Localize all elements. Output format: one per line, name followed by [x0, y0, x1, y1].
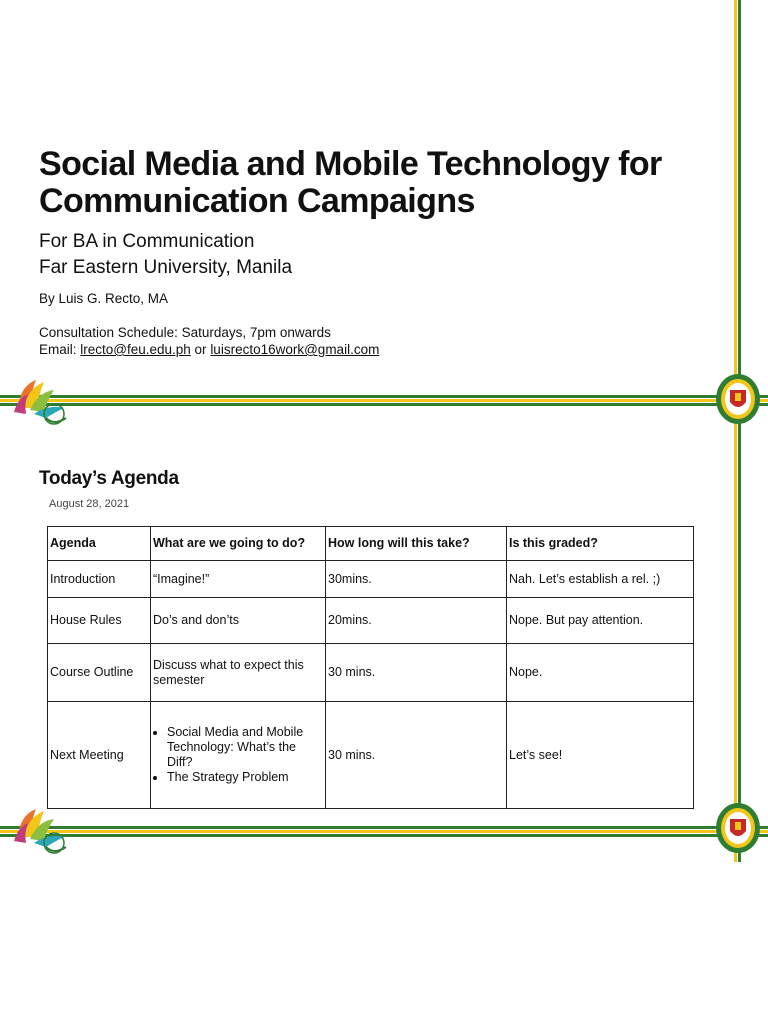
cell-graded: Nah. Let’s establish a rel. ;): [507, 561, 694, 598]
list-item: • The Strategy Problem: [167, 770, 323, 785]
table-row: [48, 644, 694, 702]
frame-line-bottom-2: [0, 830, 768, 833]
cell-agenda: Next Meeting: [48, 702, 151, 809]
cell-duration: 30mins.: [326, 561, 507, 598]
cell-graded: Nope.: [507, 644, 694, 702]
frame-vertical-green: [738, 0, 741, 862]
cell-what: “Imagine!”: [151, 561, 326, 598]
header-graded: Is this graded?: [507, 527, 694, 561]
bullet-list: [153, 725, 323, 785]
consultation-schedule: Consultation Schedule: Saturdays, 7pm onwards: [39, 325, 331, 340]
page-title: Social Media and Mobile Technology for Communication Campaigns: [39, 145, 662, 220]
frame-line-top-2: [0, 399, 768, 402]
email-link-feu[interactable]: lrecto@feu.edu.ph: [80, 342, 191, 357]
frame-line-bottom-1: [0, 826, 768, 829]
cell-agenda: Course Outline: [48, 644, 151, 702]
table-row: [48, 561, 694, 598]
cell-duration: 20mins.: [326, 598, 507, 644]
cell-what: Discuss what to expect this semester: [151, 644, 326, 702]
cell-duration: 30 mins.: [326, 644, 507, 702]
subtitle-program: For BA in Communication: [39, 231, 255, 252]
header-agenda: Agenda: [48, 527, 151, 561]
email-link-gmail[interactable]: luisrecto16work@gmail.com: [210, 342, 380, 357]
cell-what: Do’s and don’ts: [151, 598, 326, 644]
header-duration: How long will this take?: [326, 527, 507, 561]
table-header-row: [48, 527, 694, 561]
cell-what: [151, 702, 326, 809]
leaf-logo-icon: [10, 374, 74, 430]
cell-agenda: Introduction: [48, 561, 151, 598]
frame-line-top-3: [0, 403, 768, 406]
cell-duration: 30 mins.: [326, 702, 507, 809]
frame-vertical-yellow: [734, 0, 737, 862]
leaf-logo-icon: [10, 803, 74, 859]
cell-agenda: House Rules: [48, 598, 151, 644]
header-what: What are we going to do?: [151, 527, 326, 561]
university-seal-icon: [714, 801, 762, 855]
agenda-date: August 28, 2021: [49, 498, 130, 510]
agenda-title: Today’s Agenda: [39, 468, 179, 489]
email-label: Email:: [39, 342, 81, 357]
author: By Luis G. Recto, MA: [39, 291, 169, 306]
frame-line-bottom-3: [0, 834, 768, 837]
table-row: [48, 702, 694, 809]
agenda-table: [47, 526, 694, 809]
list-item: • Social Media and Mobile Technology: What’s the Diff?: [167, 725, 323, 770]
email-separator: or: [190, 342, 211, 357]
cell-graded: Nope. But pay attention.: [507, 598, 694, 644]
table-row: [48, 598, 694, 644]
subtitle-university: Far Eastern University, Manila: [39, 257, 293, 278]
cell-graded: Let’s see!: [507, 702, 694, 809]
email-line: [39, 342, 379, 357]
frame-line-top-1: [0, 395, 768, 398]
university-seal-icon: [714, 372, 762, 426]
